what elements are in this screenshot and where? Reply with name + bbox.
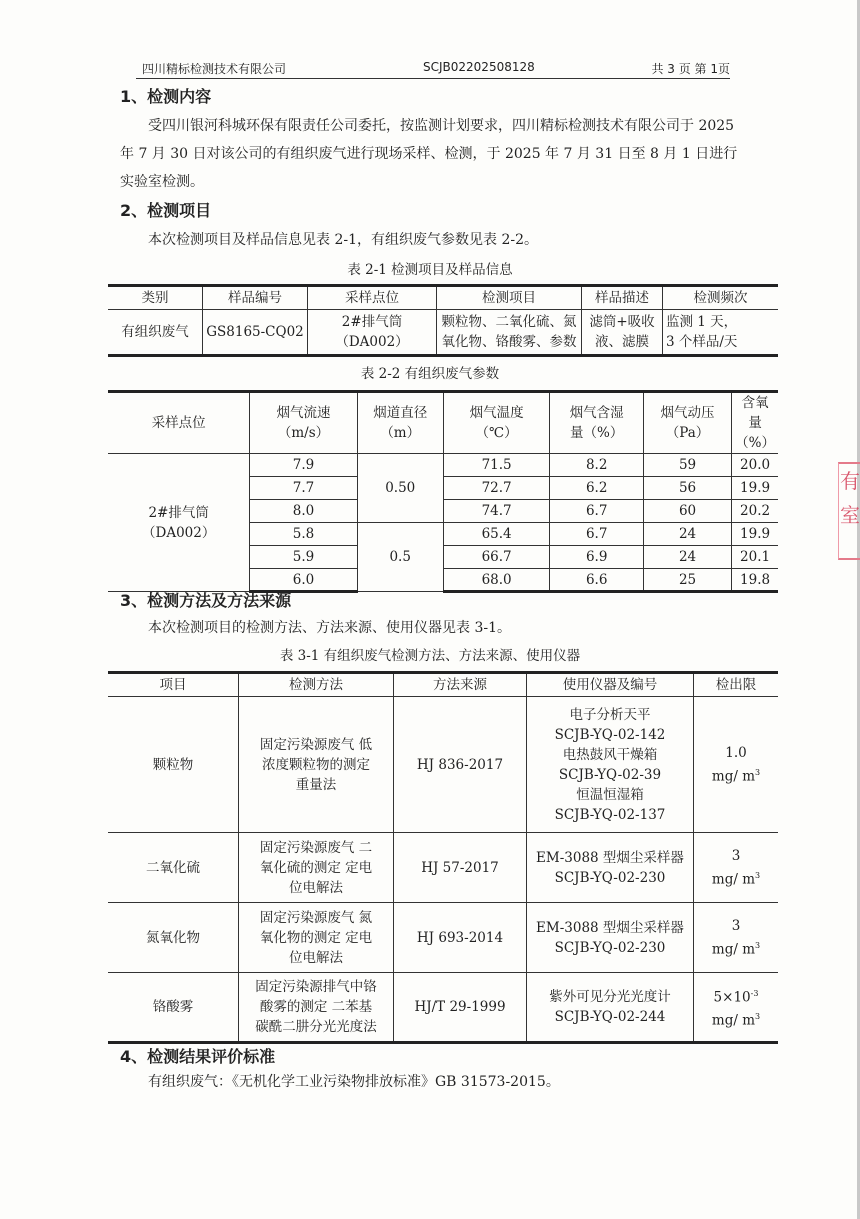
unit-text: mg/ m bbox=[711, 1012, 755, 1029]
t31-instrument-line: SCJB-YQ-02-230 bbox=[554, 869, 666, 886]
stamp-char: 室 bbox=[840, 503, 860, 527]
t22-temperature: 74.7 bbox=[443, 500, 550, 523]
section-4-body: 有组织废气：《无机化学工业污染物排放标准》GB 31573-2015。 bbox=[148, 1074, 560, 1090]
t31-header: 项目 bbox=[108, 673, 239, 697]
t22-header-line: 采样点位 bbox=[151, 415, 206, 431]
t31-instrument-line: SCJB-YQ-02-39 bbox=[558, 766, 662, 783]
t22-header-line: （m/s） bbox=[277, 425, 330, 441]
unit-exponent: 3 bbox=[755, 870, 761, 880]
t31-limit bbox=[694, 903, 779, 973]
t31-instrument-line: SCJB-YQ-02-137 bbox=[554, 806, 666, 823]
unit-exponent: 3 bbox=[755, 767, 761, 777]
t22-diameter: 0.5 bbox=[357, 523, 443, 592]
t22-temperature: 68.0 bbox=[443, 569, 550, 592]
t22-diameter: 0.50 bbox=[357, 454, 443, 523]
t21-point bbox=[308, 310, 437, 356]
t22-velocity: 5.8 bbox=[250, 523, 357, 546]
t22-point-line: （DA002） bbox=[142, 524, 216, 541]
t22-velocity: 7.9 bbox=[250, 454, 357, 477]
t22-moisture: 6.7 bbox=[550, 523, 644, 546]
t21-desc-line: 液、滤膜 bbox=[595, 334, 649, 350]
t31-instrument-line: 紫外可见分光光度计 bbox=[549, 989, 671, 1005]
t31-instrument-line: 电热鼓风干燥箱 bbox=[562, 746, 658, 763]
t22-oxygen: 19.9 bbox=[732, 477, 778, 500]
t31-instruments bbox=[527, 903, 694, 973]
t31-instrument-line: EM-3088 型烟尘采样器 bbox=[536, 919, 684, 936]
section-1-title: 1、检测内容 bbox=[120, 87, 212, 106]
table-row bbox=[108, 833, 778, 903]
unit-text: mg/ m bbox=[711, 941, 755, 958]
t31-instrument-line: 电子分析天平 bbox=[569, 706, 651, 723]
t22-header-line: （%） bbox=[735, 435, 775, 451]
t31-instrument-line: SCJB-YQ-02-244 bbox=[554, 1009, 666, 1025]
t21-freq-line: 3 个样品/天 bbox=[666, 334, 738, 350]
t22-pressure: 24 bbox=[643, 523, 731, 546]
t22-velocity: 5.9 bbox=[250, 546, 357, 569]
t22-oxygen: 19.9 bbox=[732, 523, 778, 546]
t22-header bbox=[108, 392, 250, 454]
t21-desc-line: 滤筒+吸收 bbox=[589, 314, 655, 330]
section-2-body: 本次检测项目及样品信息见表 2-1，有组织废气参数见表 2-2。 bbox=[148, 232, 538, 248]
t31-limit-unit bbox=[697, 1007, 775, 1031]
t22-pressure: 24 bbox=[643, 546, 731, 569]
t31-limit-value bbox=[697, 984, 775, 1008]
t31-method-line: 氧化物的测定 定电 bbox=[259, 929, 373, 946]
t31-method-line: 位电解法 bbox=[289, 879, 343, 896]
t22-velocity: 6.0 bbox=[250, 569, 357, 592]
table-3-1 bbox=[108, 671, 778, 1044]
unit-text: mg/ m bbox=[711, 871, 755, 888]
t22-pressure: 59 bbox=[643, 454, 731, 477]
t22-point-line: 2#排气筒 bbox=[148, 504, 209, 521]
t22-header-line: 含氧量 bbox=[741, 395, 769, 431]
t31-header: 使用仪器及编号 bbox=[527, 673, 694, 697]
limit-number: 1.0 bbox=[725, 744, 747, 761]
t21-freq-line: 监测 1 天， bbox=[666, 314, 738, 330]
t22-pressure: 60 bbox=[643, 500, 731, 523]
t22-moisture: 6.7 bbox=[550, 500, 644, 523]
t22-velocity: 7.7 bbox=[250, 477, 357, 500]
t31-limit-unit bbox=[697, 763, 775, 787]
t31-method bbox=[239, 903, 394, 973]
t22-velocity: 8.0 bbox=[250, 500, 357, 523]
t31-item: 氮氧化物 bbox=[108, 903, 239, 973]
t31-method-line: 浓度颗粒物的测定 bbox=[262, 756, 370, 773]
t22-temperature: 66.7 bbox=[443, 546, 550, 569]
section-4-title: 4、检测结果评价标准 bbox=[120, 1047, 276, 1066]
t22-moisture: 8.2 bbox=[550, 454, 644, 477]
t21-header: 类别 bbox=[108, 286, 203, 310]
t21-category: 有组织废气 bbox=[108, 310, 203, 356]
t22-header-line: （Pa） bbox=[665, 425, 710, 441]
t21-header: 样品编号 bbox=[203, 286, 308, 310]
limit-number: 5×10 bbox=[713, 989, 751, 1005]
limit-number: 3 bbox=[731, 917, 741, 934]
t31-limit-value bbox=[697, 916, 775, 936]
t22-header-line: （℃） bbox=[475, 425, 518, 441]
t22-temperature: 71.5 bbox=[443, 454, 550, 477]
t22-moisture: 6.6 bbox=[550, 569, 644, 592]
table-3-1-caption: 表 3-1 有组织废气检测方法、方法来源、使用仪器 bbox=[279, 648, 581, 664]
t21-header: 样品描述 bbox=[582, 286, 663, 310]
t31-limit-unit bbox=[697, 936, 775, 960]
table-row bbox=[108, 310, 778, 356]
unit-exponent: 3 bbox=[755, 1012, 761, 1021]
table-row bbox=[108, 697, 778, 833]
t31-limit-value bbox=[697, 846, 775, 866]
t21-header: 检测项目 bbox=[437, 286, 582, 310]
t21-items-line: 颗粒物、二氧化硫、氮 bbox=[441, 314, 577, 330]
t21-sample-no: GS8165-CQ02 bbox=[203, 310, 308, 356]
unit-text: mg/ m bbox=[711, 768, 755, 785]
t22-oxygen: 19.8 bbox=[732, 569, 778, 592]
seal-stamp bbox=[838, 462, 860, 560]
t31-instrument-line: EM-3088 型烟尘采样器 bbox=[536, 849, 684, 866]
t31-method-line: 固定污染源废气 氮 bbox=[259, 909, 373, 926]
t22-header-line: 烟道直径 bbox=[373, 405, 428, 421]
t31-method bbox=[239, 973, 394, 1043]
t21-point-line: 2#排气筒 bbox=[341, 314, 403, 330]
t31-header: 检测方法 bbox=[239, 673, 394, 697]
t31-limit-value bbox=[697, 743, 775, 763]
t21-desc bbox=[582, 310, 663, 356]
t31-limit-unit bbox=[697, 866, 775, 890]
t21-header: 采样点位 bbox=[308, 286, 437, 310]
t22-header-line: 烟气动压 bbox=[660, 405, 715, 421]
t31-instrument-line: 恒温恒湿箱 bbox=[576, 786, 644, 803]
t31-method-line: 位电解法 bbox=[289, 949, 343, 966]
t22-moisture: 6.2 bbox=[550, 477, 644, 500]
t31-method-line: 重量法 bbox=[295, 776, 337, 793]
t31-instrument-line: SCJB-YQ-02-142 bbox=[554, 726, 666, 743]
t31-item: 二氧化硫 bbox=[108, 833, 239, 903]
t31-source: HJ 836-2017 bbox=[394, 697, 527, 833]
t31-method-line: 碳酰二肼分光光度法 bbox=[255, 1019, 377, 1035]
t31-item: 铬酸雾 bbox=[108, 973, 239, 1043]
t22-header bbox=[250, 392, 357, 454]
t22-sample-point bbox=[108, 454, 250, 592]
t31-item: 颗粒物 bbox=[108, 697, 239, 833]
t31-header: 检出限 bbox=[694, 673, 779, 697]
limit-number: 3 bbox=[731, 847, 741, 864]
t22-header-line: （m） bbox=[380, 425, 421, 441]
table-row bbox=[108, 454, 778, 477]
t31-method bbox=[239, 833, 394, 903]
table-2-1 bbox=[108, 284, 778, 357]
t31-instruments bbox=[527, 697, 694, 833]
unit-exponent: 3 bbox=[755, 940, 761, 950]
table-row bbox=[108, 903, 778, 973]
t21-point-line: （DA002） bbox=[335, 334, 409, 350]
t31-method-line: 固定污染源废气 二 bbox=[259, 839, 373, 856]
table-row bbox=[108, 973, 778, 1043]
t21-freq bbox=[663, 310, 779, 356]
page-header bbox=[136, 60, 730, 79]
t31-header: 方法来源 bbox=[394, 673, 527, 697]
t22-oxygen: 20.1 bbox=[732, 546, 778, 569]
t22-header bbox=[443, 392, 550, 454]
section-2-title: 2、检测项目 bbox=[120, 201, 212, 220]
t31-instrument-line: SCJB-YQ-02-230 bbox=[554, 939, 666, 956]
table-2-2 bbox=[108, 390, 778, 593]
stamp-char: 有 bbox=[840, 469, 860, 493]
t22-header bbox=[732, 392, 778, 454]
t31-instruments bbox=[527, 973, 694, 1043]
limit-exponent: -3 bbox=[750, 988, 759, 998]
t31-method-line: 酸雾的测定 二苯基 bbox=[259, 999, 373, 1015]
company-name: 四川精标检测技术有限公司 bbox=[142, 62, 287, 76]
t31-source: HJ 57-2017 bbox=[394, 833, 527, 903]
t21-header: 检测频次 bbox=[663, 286, 779, 310]
t31-instruments bbox=[527, 833, 694, 903]
t31-limit bbox=[694, 697, 779, 833]
t31-method-line: 固定污染源排气中铬 bbox=[255, 979, 377, 995]
t22-temperature: 65.4 bbox=[443, 523, 550, 546]
t22-header bbox=[643, 392, 731, 454]
t31-limit bbox=[694, 833, 779, 903]
t22-header bbox=[550, 392, 644, 454]
t22-header-line: 烟气流速 bbox=[276, 405, 331, 421]
section-3-body: 本次检测项目的检测方法、方法来源、使用仪器见表 3-1。 bbox=[148, 620, 511, 636]
section-1-body: 受四川银河科城环保有限责任公司委托，按监测计划要求，四川精标检测技术有限公司于 2025 年 7 月 30 日对该公司的有组织废气进行现场采样、检测，于 2025 年 7 月 31 日至 8 月 1 日进行实验室检测。 bbox=[120, 118, 738, 190]
t21-items bbox=[437, 310, 582, 356]
t31-method-line: 固定污染源废气 低 bbox=[259, 736, 373, 753]
table-2-1-caption: 表 2-1 检测项目及样品信息 bbox=[347, 262, 513, 278]
report-number: SCJB02202508128 bbox=[423, 60, 535, 74]
section-3-title: 3、检测方法及方法来源 bbox=[120, 591, 292, 610]
t31-method-line: 氧化硫的测定 定电 bbox=[259, 859, 373, 876]
t22-header-line: 烟气温度 bbox=[469, 405, 524, 421]
t31-method bbox=[239, 697, 394, 833]
t22-oxygen: 20.2 bbox=[732, 500, 778, 523]
t31-limit bbox=[694, 973, 779, 1043]
t22-moisture: 6.9 bbox=[550, 546, 644, 569]
t31-source: HJ 693-2014 bbox=[394, 903, 527, 973]
t22-pressure: 56 bbox=[643, 477, 731, 500]
t22-temperature: 72.7 bbox=[443, 477, 550, 500]
t22-header-line: 量（%） bbox=[570, 425, 624, 441]
t22-pressure: 25 bbox=[643, 569, 731, 592]
t21-items-line: 氧化物、铬酸雾、参数 bbox=[441, 334, 577, 350]
t22-header-line: 烟气含湿 bbox=[569, 405, 624, 421]
t22-oxygen: 20.0 bbox=[732, 454, 778, 477]
page-info: 共 3 页 第 1页 bbox=[651, 62, 730, 76]
table-2-2-caption: 表 2-2 有组织废气参数 bbox=[360, 366, 500, 382]
t22-header bbox=[357, 392, 443, 454]
t31-source: HJ/T 29-1999 bbox=[394, 973, 527, 1043]
